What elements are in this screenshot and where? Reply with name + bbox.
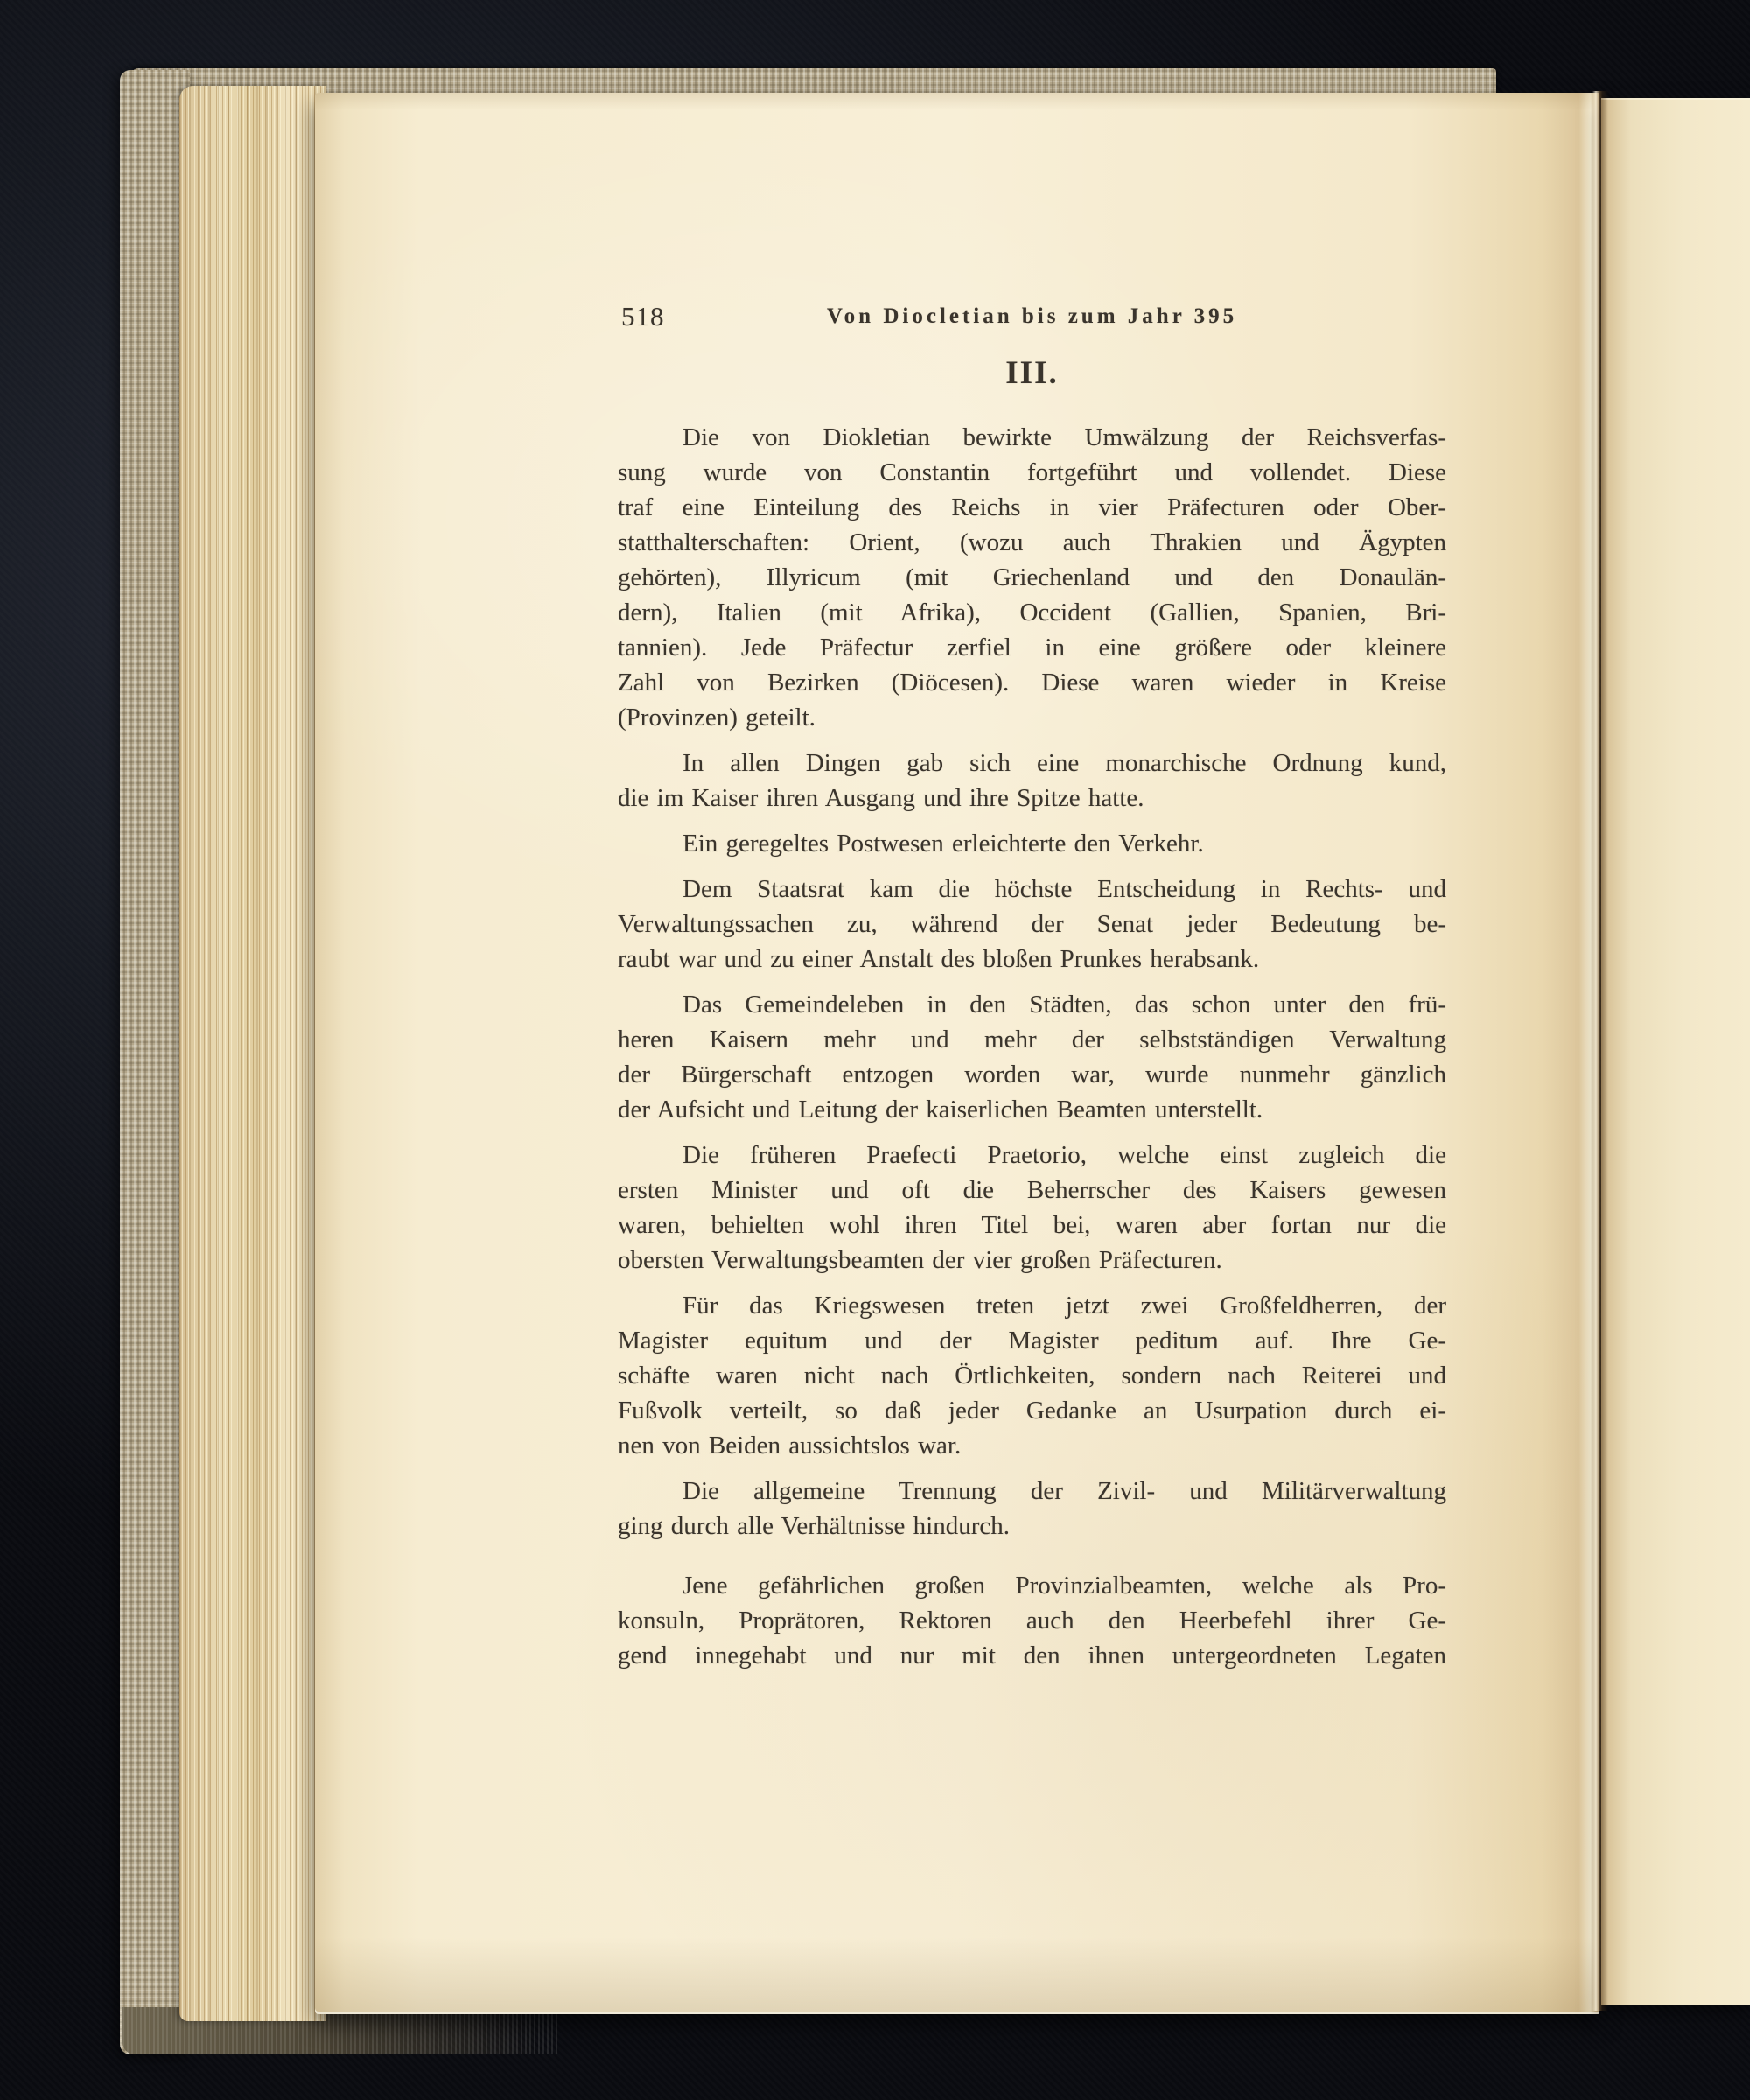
text-line: Das Gemeindeleben in den Städten, das schon unter den frü-: [682, 990, 1446, 1018]
book-gutter-shadow: [1592, 91, 1608, 2011]
section-heading: III.: [1005, 355, 1059, 391]
text-block: [618, 420, 1446, 1673]
paragraph: [618, 746, 1446, 816]
paragraph: [618, 987, 1446, 1127]
text-line: heren Kaisern mehr und mehr der selbstständigen Verwaltung: [618, 1026, 1446, 1054]
book-page: [315, 93, 1600, 2014]
text-line: Verwaltungssachen zu, während der Senat jeder Bedeutung be-: [618, 910, 1446, 938]
text-line: Für das Kriegswesen treten jetzt zwei Großfeldherren, der: [682, 1292, 1446, 1320]
page-number: 518: [621, 301, 665, 332]
text-line: statthalterschaften: Orient, (wozu auch Thrakien und Ägypten: [618, 528, 1446, 556]
text-line: gehörten), Illyricum (mit Griechenland und den Donaulän-: [618, 564, 1446, 592]
text-line: waren, behielten wohl ihren Titel bei, waren aber fortan nur die: [618, 1211, 1446, 1239]
text-line: obersten Verwaltungsbeamten der vier großen Präfecturen.: [618, 1246, 1222, 1274]
text-line: tannien). Jede Präfectur zerfiel in eine größere oder kleinere: [618, 634, 1446, 662]
text-line: ging durch alle Verhältnisse hindurch.: [618, 1512, 1010, 1540]
text-line: Die von Diokletian bewirkte Umwälzung der Reichsverfas-: [682, 424, 1446, 452]
paragraph: [618, 826, 1446, 861]
text-line: Zahl von Bezirken (Diöcesen). Diese waren wieder in Kreise: [618, 668, 1446, 696]
text-line: ersten Minister und oft die Beherrscher des Kaisers gewesen: [618, 1176, 1446, 1204]
paragraph: [618, 1568, 1446, 1673]
text-line: die im Kaiser ihren Ausgang und ihre Spitze hatte.: [618, 784, 1144, 812]
text-line: Ein geregeltes Postwesen erleichterte den Verkehr.: [682, 830, 1204, 858]
text-line: konsuln, Proprätoren, Rektoren auch den Heerbefehl ihrer Ge-: [618, 1606, 1446, 1634]
text-line: Die allgemeine Trennung der Zivil- und Militärverwaltung: [682, 1477, 1446, 1505]
text-line: Fußvolk verteilt, so daß jeder Gedanke an Usurpation durch ei-: [618, 1396, 1446, 1424]
text-line: der Aufsicht und Leitung der kaiserlichen Beamten unterstellt.: [618, 1096, 1264, 1124]
facing-page: [1601, 98, 1750, 2006]
text-line: raubt war und zu einer Anstalt des bloßen Prunkes herabsank.: [618, 945, 1260, 973]
paragraph: [618, 1474, 1446, 1544]
text-line: der Bürgerschaft entzogen worden war, wurde nunmehr gänzlich: [618, 1060, 1446, 1088]
text-line: Magister equitum und der Magister peditum auf. Ihre Ge-: [618, 1326, 1446, 1354]
text-line: Dem Staatsrat kam die höchste Entscheidung in Rechts- und: [682, 875, 1446, 903]
text-line: dern), Italien (mit Afrika), Occident (Gallien, Spanien, Bri-: [618, 598, 1446, 626]
printed-text-layer: [618, 299, 1446, 1684]
paragraph: [618, 420, 1446, 735]
page-header: [618, 299, 1446, 334]
text-line: In allen Dingen gab sich eine monarchische Ordnung kund,: [682, 749, 1446, 777]
running-header: Von Diocletian bis zum Jahr 395: [826, 304, 1238, 328]
text-line: Jene gefährlichen großen Provinzialbeamten, welche als Pro-: [682, 1572, 1446, 1600]
text-line: traf eine Einteilung des Reichs in vier Präfecturen oder Ober-: [618, 494, 1446, 522]
page-fore-edge-stack: [179, 86, 326, 2021]
text-line: sung wurde von Constantin fortgeführt und vollendet. Diese: [618, 458, 1446, 486]
text-line: schäfte waren nicht nach Örtlichkeiten, sondern nach Reiterei und: [618, 1362, 1446, 1390]
paragraph: [618, 1138, 1446, 1278]
text-line: gend innegehabt und nur mit den ihnen untergeordneten Legaten: [618, 1642, 1446, 1670]
text-line: (Provinzen) geteilt.: [618, 704, 816, 732]
text-line: Die früheren Praefecti Praetorio, welche einst zugleich die: [682, 1141, 1446, 1169]
paragraph: [618, 872, 1446, 976]
text-line: nen von Beiden aussichtslos war.: [618, 1432, 962, 1460]
paragraph: [618, 1288, 1446, 1463]
